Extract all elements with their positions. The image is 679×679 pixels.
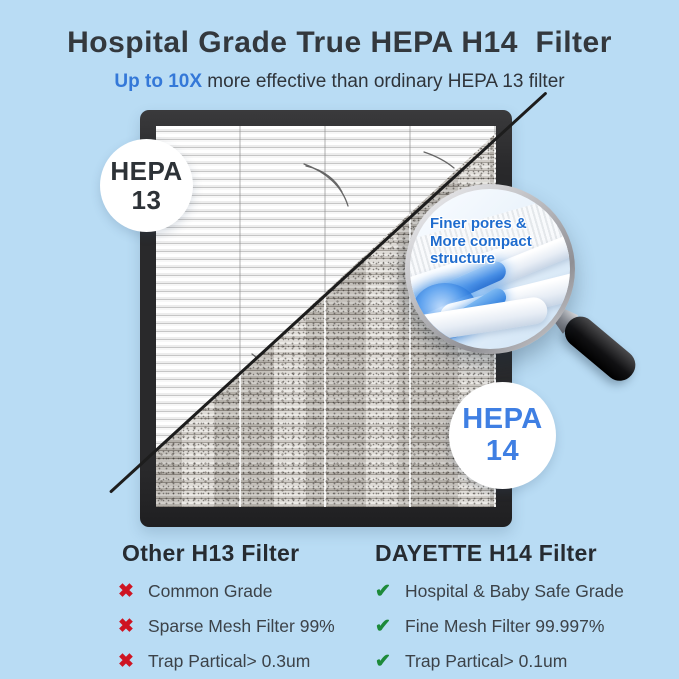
- check-icon: ✔: [375, 580, 391, 602]
- list-item: [375, 616, 660, 636]
- list-item-label: Sparse Mesh Filter 99%: [148, 615, 335, 636]
- list-item: [118, 581, 353, 601]
- lens-caption-line3: structure: [430, 250, 496, 268]
- cross-icon: ✖: [118, 650, 134, 672]
- hepa14-badge-line1: HEPA: [462, 403, 543, 436]
- list-item: [118, 651, 353, 671]
- lens-caption-line2: More compact: [430, 232, 532, 250]
- list-item: [118, 616, 353, 636]
- list-item-label: Trap Partical> 0.1um: [405, 650, 568, 671]
- lens-caption-line1: Finer pores &: [430, 215, 527, 232]
- hepa13-badge-line1: HEPA: [110, 156, 183, 187]
- magnified-fiber-view: [410, 189, 570, 349]
- list-item: [375, 651, 660, 671]
- list-item-label: Hospital & Baby Safe Grade: [405, 580, 624, 601]
- list-item-label: Common Grade: [148, 580, 273, 601]
- subtitle-rest: more effective than ordinary HEPA 13 filter: [202, 71, 565, 92]
- h13-comparison-column: [118, 540, 353, 679]
- subtitle-highlight: Up to 10X: [114, 71, 203, 92]
- magnifier-grip: [559, 310, 642, 386]
- hepa13-badge: [100, 139, 193, 232]
- check-icon: ✔: [375, 650, 391, 672]
- hepa14-badge-line2: 14: [485, 434, 520, 467]
- hepa13-badge-line2: 13: [131, 184, 162, 215]
- magnifier-lens-icon: [405, 184, 575, 354]
- lens-caption: [430, 215, 532, 268]
- cross-icon: ✖: [118, 615, 134, 637]
- check-icon: ✔: [375, 615, 391, 637]
- cross-icon: ✖: [118, 580, 134, 602]
- list-item: [375, 581, 660, 601]
- page-title: Hospital Grade True HEPA H14 Filter: [67, 26, 612, 59]
- subtitle: [0, 71, 679, 93]
- h13-column-heading: Other H13 Filter: [122, 540, 300, 566]
- list-item-label: Fine Mesh Filter 99.997%: [405, 615, 605, 636]
- h14-column-heading: DAYETTE H14 Filter: [375, 540, 597, 566]
- h14-comparison-column: [375, 540, 660, 679]
- hepa14-badge: [449, 382, 556, 489]
- list-item-label: Trap Partical> 0.3um: [148, 650, 311, 671]
